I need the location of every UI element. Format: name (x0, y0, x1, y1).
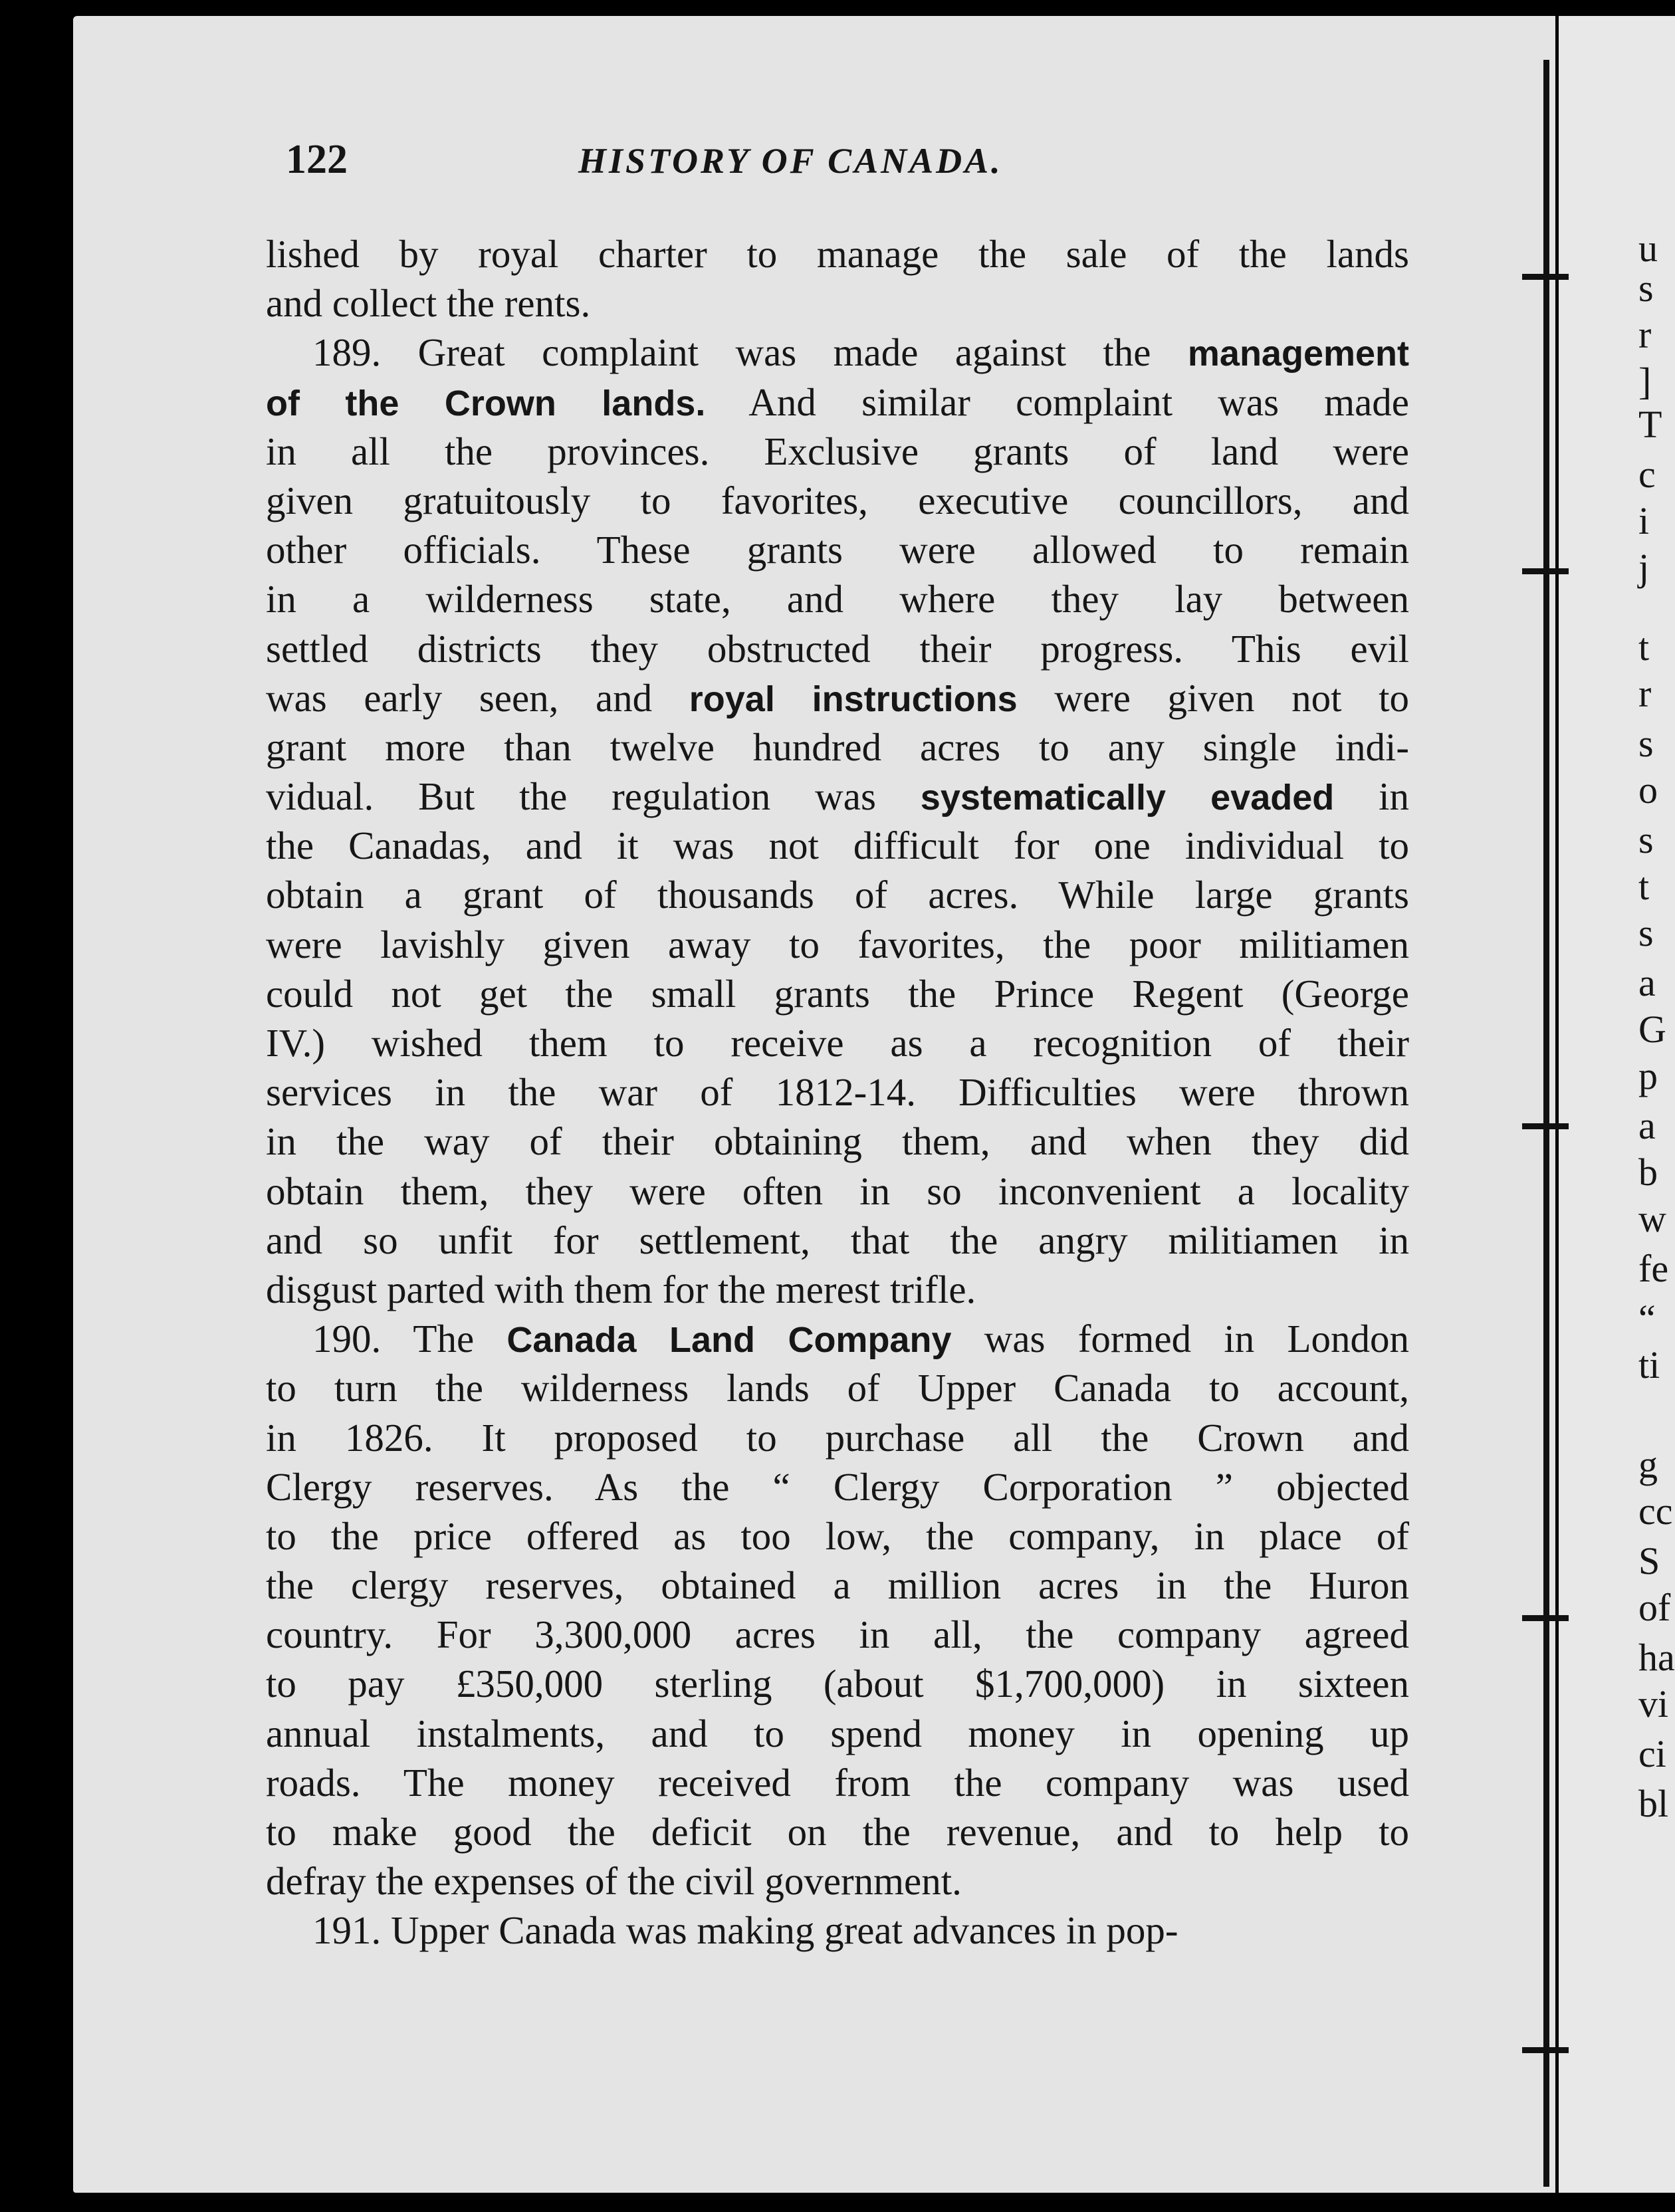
text-line (266, 1462, 1409, 1511)
text-segment: disgust parted with them for the merest trifle. (266, 1267, 976, 1311)
text-line (266, 1413, 1409, 1462)
text-line (266, 1117, 1409, 1166)
margin-fragment: t (1638, 865, 1650, 908)
text-segment: in (1334, 774, 1409, 819)
emphasized-term: Canada Land Company (506, 1320, 952, 1361)
margin-fragment: ci (1638, 1732, 1666, 1775)
margin-fragment: s (1638, 818, 1654, 861)
margin-fragment: G (1638, 1008, 1666, 1051)
text-segment: settled districts they obstructed their progress. This evil (266, 626, 1409, 671)
margin-fragment: cc (1638, 1490, 1673, 1533)
margin-fragment: fe (1638, 1247, 1669, 1290)
margin-fragment: S (1638, 1539, 1660, 1583)
margin-fragment: a (1638, 961, 1656, 1004)
margin-fragment: T (1638, 403, 1662, 446)
text-line (266, 427, 1409, 476)
emphasized-term: royal instructions (689, 679, 1018, 719)
text-segment: other officials. These grants were allowed to remain (266, 528, 1409, 572)
text-line (266, 969, 1409, 1018)
text-segment: 191. Upper Canada was making great advances in pop- (312, 1908, 1178, 1953)
text-line (266, 1018, 1409, 1067)
text-segment: in 1826. It proposed to purchase all the Crown and (266, 1415, 1409, 1460)
text-line (266, 1265, 1409, 1314)
text-line (266, 1758, 1409, 1807)
text-line (266, 870, 1409, 919)
text-line (266, 722, 1409, 772)
text-line (266, 1067, 1409, 1117)
binding-stitch (1522, 2047, 1569, 2053)
text-line (266, 1610, 1409, 1659)
text-segment: and collect the rents. (266, 281, 591, 326)
margin-fragment: “ (1638, 1297, 1656, 1340)
text-segment: to pay £350,000 sterling (about $1,700,000) in sixteen (266, 1662, 1409, 1706)
text-line (266, 1314, 1409, 1363)
text-segment: given gratuitously to favorites, executive councillors, and (266, 478, 1409, 522)
margin-fragment: s (1638, 911, 1654, 954)
margin-fragment: s (1638, 267, 1654, 310)
right-page-edge (1559, 16, 1675, 2193)
text-line (266, 1561, 1409, 1610)
text-segment: to make good the deficit on the revenue, and to help to (266, 1810, 1409, 1854)
text-segment: IV.) wished them to receive as a recognition of their (266, 1021, 1409, 1065)
binding-stitch (1522, 274, 1569, 280)
text-segment: annual instalments, and to spend money in opening up (266, 1711, 1409, 1755)
text-segment: and so unfit for settlement, that the angry militiamen in (266, 1218, 1409, 1262)
text-line (266, 673, 1409, 722)
text-segment: the clergy reserves, obtained a million acres in the Huron (266, 1563, 1409, 1608)
running-title: HISTORY OF CANADA. (578, 141, 1003, 181)
text-segment: 189. Great complaint was made against the (312, 330, 1188, 375)
text-segment: vidual. But the regulation was (266, 774, 921, 819)
text-segment: obtain a grant of thousands of acres. While large grants (266, 873, 1409, 917)
margin-fragment: bl (1638, 1782, 1669, 1825)
text-line (266, 1906, 1409, 1955)
text-line (266, 476, 1409, 525)
text-segment: in all the provinces. Exclusive grants of land were (266, 429, 1409, 473)
text-segment: 190. The (312, 1317, 507, 1361)
emphasized-term: systematically evaded (920, 778, 1335, 818)
margin-fragment: w (1638, 1197, 1666, 1240)
binding-stitch (1522, 1123, 1569, 1129)
text-line (266, 229, 1409, 278)
text-segment: roads. The money received from the company was used (266, 1760, 1409, 1805)
margin-fragment: p (1638, 1054, 1658, 1097)
margin-fragment: of (1638, 1586, 1671, 1629)
body-text (266, 229, 1409, 1955)
margin-fragment: r (1638, 313, 1652, 356)
text-line (266, 328, 1409, 377)
margin-fragment: s (1638, 722, 1654, 765)
text-segment: lished by royal charter to manage the sale of the lands (266, 232, 1409, 276)
margin-fragment: j (1638, 546, 1650, 589)
text-segment: in the way of their obtaining them, and when they did (266, 1119, 1409, 1164)
margin-fragment: ] (1638, 360, 1652, 403)
text-segment: could not get the small grants the Prince Regent (George (266, 971, 1409, 1016)
text-line (266, 920, 1409, 969)
margin-fragment: ti (1638, 1343, 1660, 1386)
text-segment: in a wilderness state, and where they lay between (266, 577, 1409, 621)
text-segment: defray the expenses of the civil government. (266, 1859, 962, 1904)
page-number: 122 (286, 137, 348, 182)
text-line (266, 1216, 1409, 1265)
text-segment: was early seen, and (266, 675, 689, 720)
text-segment: the Canadas, and it was not difficult for one individual to (266, 824, 1409, 868)
text-line (266, 574, 1409, 623)
margin-fragment: g (1638, 1443, 1658, 1486)
text-line (266, 772, 1409, 821)
text-segment: grant more than twelve hundred acres to any single indi- (266, 724, 1409, 769)
text-segment: to turn the wilderness lands of Upper Canada to account, (266, 1366, 1409, 1410)
margin-fragment: ha (1638, 1636, 1675, 1679)
margin-fragment: u (1638, 227, 1658, 270)
text-line (266, 278, 1409, 328)
text-line (266, 1166, 1409, 1216)
margin-fragment: b (1638, 1151, 1658, 1194)
text-segment: were lavishly given away to favorites, the poor militiamen (266, 922, 1409, 966)
text-segment: obtain them, they were often in so inconvenient a locality (266, 1168, 1409, 1213)
text-segment: were given not to (1017, 675, 1409, 720)
text-line (266, 1709, 1409, 1758)
text-line (266, 1856, 1409, 1906)
text-segment: Clergy reserves. As the “ Clergy Corporation ” objected (266, 1464, 1409, 1509)
text-line (266, 624, 1409, 673)
text-line (266, 1363, 1409, 1412)
margin-fragment: i (1638, 499, 1650, 542)
margin-fragment: vi (1638, 1682, 1669, 1725)
text-line (266, 378, 1409, 427)
text-segment: to the price offered as too low, the company, in place of (266, 1513, 1409, 1558)
page-header (286, 136, 1416, 196)
emphasized-term: of the Crown lands. (266, 383, 706, 423)
text-segment: And similar complaint was made (705, 380, 1409, 424)
margin-fragment: o (1638, 768, 1658, 812)
margin-fragment: a (1638, 1104, 1656, 1147)
text-segment: was formed in London (951, 1317, 1410, 1361)
binding-stitch (1522, 568, 1569, 574)
text-line (266, 525, 1409, 574)
text-line (266, 1511, 1409, 1561)
text-line (266, 821, 1409, 870)
emphasized-term: management (1187, 334, 1409, 374)
binding-stitch (1522, 1615, 1569, 1621)
text-segment: services in the war of 1812-14. Difficulties were thrown (266, 1070, 1409, 1115)
margin-fragment: t (1638, 625, 1650, 669)
text-segment: country. For 3,300,000 acres in all, the company agreed (266, 1612, 1409, 1657)
text-line (266, 1659, 1409, 1708)
margin-fragment: r (1638, 672, 1652, 715)
text-line (266, 1807, 1409, 1856)
margin-fragment: c (1638, 453, 1656, 496)
